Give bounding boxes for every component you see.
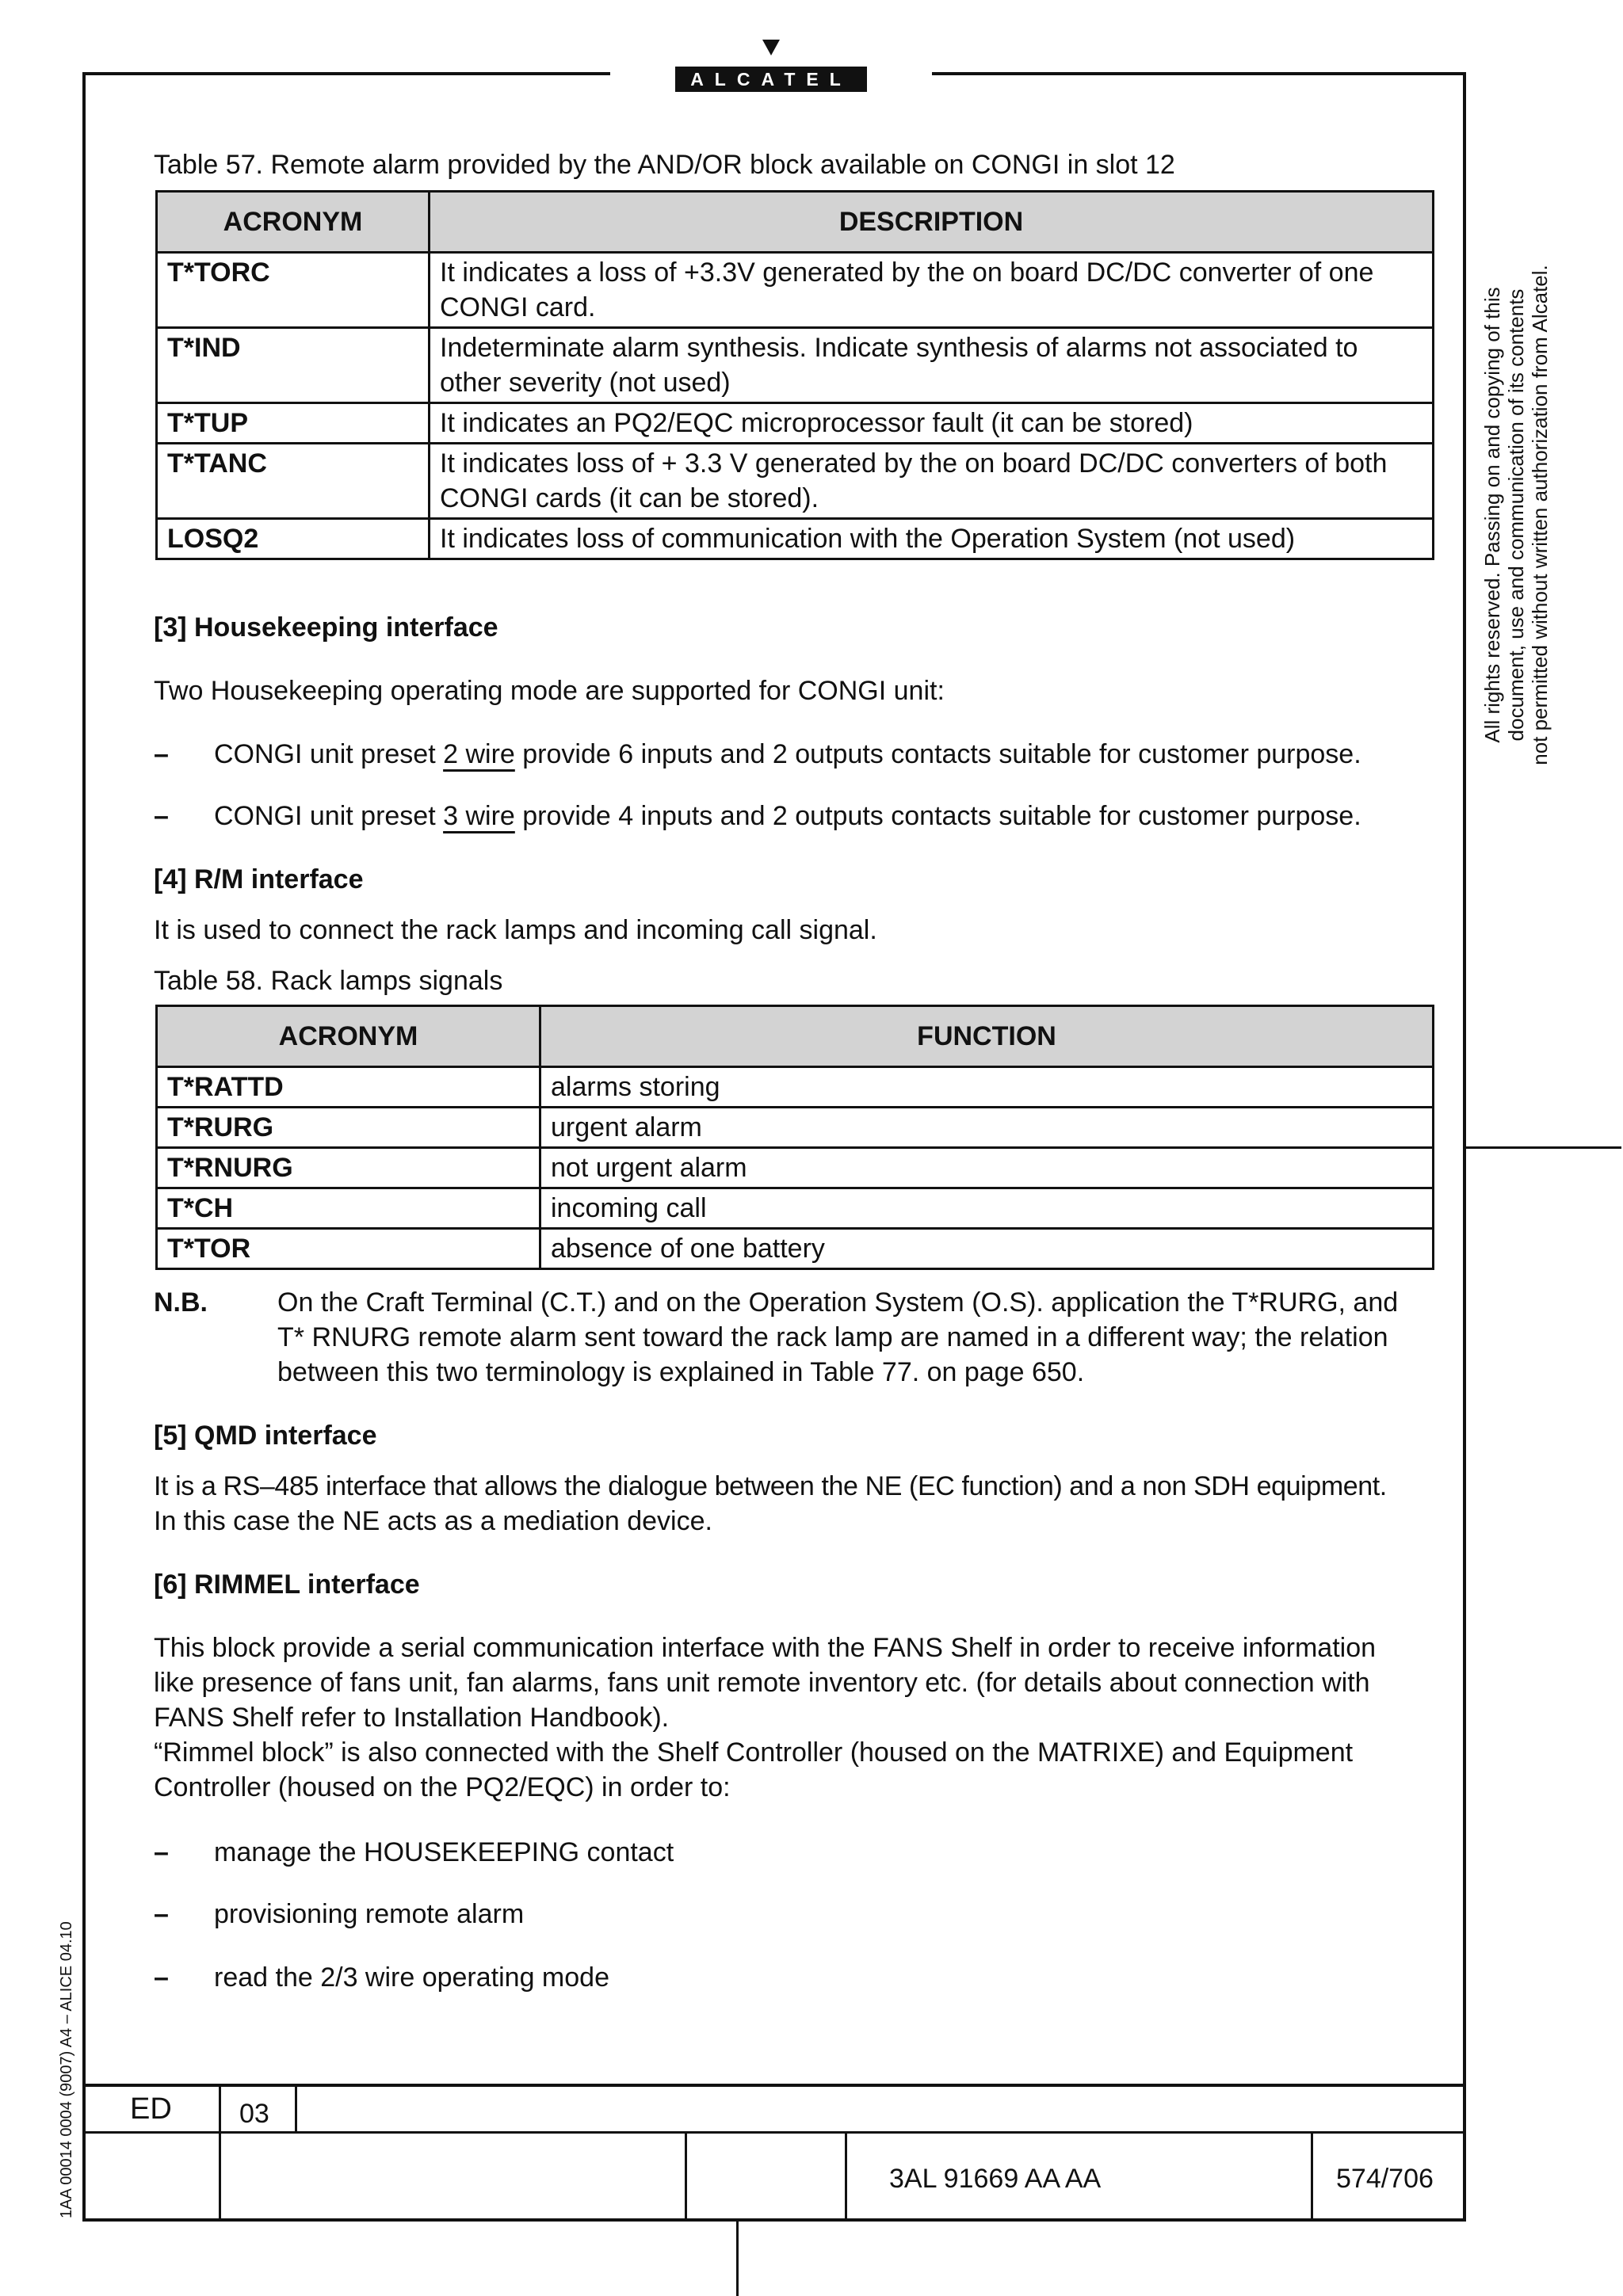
bullet-underlined: 2 wire — [443, 739, 515, 769]
note-line-2: T* RNURG remote alarm sent toward the rack lamp are named in a different way; the relation — [277, 1322, 1388, 1352]
note-line-3: between this two terminology is explained in Table 77. on page 650. — [277, 1357, 1085, 1387]
side-note-line-1: All rights reserved. Passing on and copying of this — [1480, 287, 1504, 743]
acronym-cell: T*TOR — [157, 1229, 540, 1269]
note-line-1: On the Craft Terminal (C.T.) and on the Operation System (O.S). application the T*RURG, and — [277, 1287, 1399, 1318]
table-row — [157, 403, 1434, 444]
table57-caption: Table 57. Remote alarm provided by the AND/OR block available on CONGI in slot 12 — [154, 150, 1175, 180]
footer-vline-2 — [295, 2084, 297, 2133]
section3-intro: Two Housekeeping operating mode are supported for CONGI unit: — [154, 676, 945, 706]
table-row — [157, 1067, 1434, 1108]
function-cell: absence of one battery — [540, 1229, 1434, 1269]
function-cell: incoming call — [540, 1188, 1434, 1229]
section5-line-2: In this case the NE acts as a mediation device. — [154, 1506, 712, 1536]
table58-caption: Table 58. Rack lamps signals — [154, 966, 503, 996]
bullet-dash: – — [154, 1899, 169, 1929]
section4-heading: [4] R/M interface — [154, 864, 364, 894]
acronym-cell: T*RATTD — [157, 1067, 540, 1108]
bullet-text-before: CONGI unit preset — [214, 801, 444, 831]
description-cell: It indicates a loss of +3.3V generated by the on board DC/DC converter of one CONGI card. — [430, 253, 1434, 328]
section6-line-3: FANS Shelf refer to Installation Handbook). — [154, 1703, 670, 1733]
frame-top-right — [932, 72, 1466, 75]
table-row — [157, 253, 1434, 328]
acronym-cell: T*IND — [157, 328, 430, 403]
bullet-dash: – — [154, 1962, 169, 1993]
section3-bullet-1 — [214, 737, 1361, 772]
acronym-cell: T*TORC — [157, 253, 430, 328]
acronym-cell: T*TANC — [157, 444, 430, 519]
description-cell: It indicates an PQ2/EQC microprocessor fault (it can be stored) — [430, 403, 1434, 444]
bullet-text-after: provide 4 inputs and 2 outputs contacts suitable for customer purpose. — [514, 801, 1361, 831]
table-row — [157, 444, 1434, 519]
table-row — [157, 1108, 1434, 1148]
table57-header-row — [157, 192, 1434, 253]
footer-ed-value: 03 — [239, 2099, 269, 2129]
section5-heading: [5] QMD interface — [154, 1421, 377, 1451]
table58-col-acronym: ACRONYM — [157, 1006, 540, 1067]
bullet-dash: – — [154, 1837, 169, 1867]
function-cell: alarms storing — [540, 1067, 1434, 1108]
acronym-cell: T*CH — [157, 1188, 540, 1229]
table-row — [157, 328, 1434, 403]
footer-mid-line — [82, 2131, 1466, 2134]
table-row — [157, 1148, 1434, 1188]
footer-top-line — [82, 2084, 1466, 2087]
bullet-text-after: provide 6 inputs and 2 outputs contacts suitable for customer purpose. — [514, 739, 1361, 769]
table57 — [155, 190, 1434, 560]
section4-intro: It is used to connect the rack lamps and incoming call signal. — [154, 915, 877, 945]
table57-col-acronym: ACRONYM — [157, 192, 430, 253]
table58-header-row — [157, 1006, 1434, 1067]
section6-bullet-1: manage the HOUSEKEEPING contact — [214, 1837, 674, 1867]
section5-line-1: It is a RS–485 interface that allows the dialogue between the NE (EC function) and a non SDH equipment. — [154, 1471, 1387, 1501]
table58-col-function: FUNCTION — [540, 1006, 1434, 1067]
section6-bullet-3: read the 2/3 wire operating mode — [214, 1962, 609, 1993]
acronym-cell: T*RURG — [157, 1108, 540, 1148]
footer-doc-code: 3AL 91669 AA AA — [889, 2164, 1102, 2194]
section6-heading: [6] RIMMEL interface — [154, 1569, 420, 1600]
description-cell: It indicates loss of communication with the Operation System (not used) — [430, 519, 1434, 559]
footer-page-number: 574/706 — [1336, 2164, 1434, 2194]
section6-line-5: Controller (housed on the PQ2/EQC) in order to: — [154, 1772, 731, 1802]
footer-vline-1 — [219, 2084, 221, 2220]
side-note-line-2: document, use and communication of its contents — [1504, 288, 1528, 742]
bullet-dash: – — [154, 739, 169, 769]
frame-right-tick — [1463, 1146, 1621, 1149]
frame-top-left — [82, 72, 610, 75]
bullet-underlined: 3 wire — [443, 801, 515, 831]
footer-vline-4 — [845, 2131, 847, 2220]
function-cell: urgent alarm — [540, 1108, 1434, 1148]
side-note-line-3: not permitted without written authorization from Alcatel. — [1528, 265, 1552, 765]
alcatel-logo: ALCATEL — [675, 67, 867, 92]
section6-line-2: like presence of fans unit, fan alarms, fans unit remote inventory etc. (for details about connection with — [154, 1668, 1370, 1698]
frame-left — [82, 72, 86, 2221]
acronym-cell: LOSQ2 — [157, 519, 430, 559]
footer-vline-3 — [685, 2131, 687, 2220]
bullet-dash: – — [154, 801, 169, 831]
frame-bottom-tick — [736, 2218, 739, 2296]
logo-arrow-icon — [762, 40, 780, 55]
section6-bullet-2: provisioning remote alarm — [214, 1899, 525, 1929]
table-row — [157, 519, 1434, 559]
footer-ed-label: ED — [130, 2092, 172, 2126]
frame-bottom — [82, 2218, 1466, 2222]
section3-bullet-2 — [214, 799, 1361, 833]
table-row — [157, 1188, 1434, 1229]
copyright-side-note — [1480, 230, 1552, 800]
note-label: N.B. — [154, 1287, 208, 1318]
table58 — [155, 1005, 1434, 1270]
table57-col-description: DESCRIPTION — [430, 192, 1434, 253]
section3-heading: [3] Housekeeping interface — [154, 612, 498, 643]
description-cell: It indicates loss of + 3.3 V generated by the on board DC/DC converters of both CONGI cards (it can be stored). — [430, 444, 1434, 519]
acronym-cell: T*RNURG — [157, 1148, 540, 1188]
bullet-text-before: CONGI unit preset — [214, 739, 444, 769]
description-cell: Indeterminate alarm synthesis. Indicate synthesis of alarms not associated to other severity (not used) — [430, 328, 1434, 403]
section6-line-1: This block provide a serial communication interface with the FANS Shelf in order to receive information — [154, 1633, 1377, 1663]
table-row — [157, 1229, 1434, 1269]
function-cell: not urgent alarm — [540, 1148, 1434, 1188]
acronym-cell: T*TUP — [157, 403, 430, 444]
form-code: 1AA 00014 0004 (9007) A4 – ALICE 04.10 — [58, 1921, 75, 2218]
section6-line-4: “Rimmel block” is also connected with the Shelf Controller (housed on the MATRIXE) and Equipment — [154, 1737, 1354, 1768]
footer-vline-5 — [1311, 2131, 1313, 2220]
